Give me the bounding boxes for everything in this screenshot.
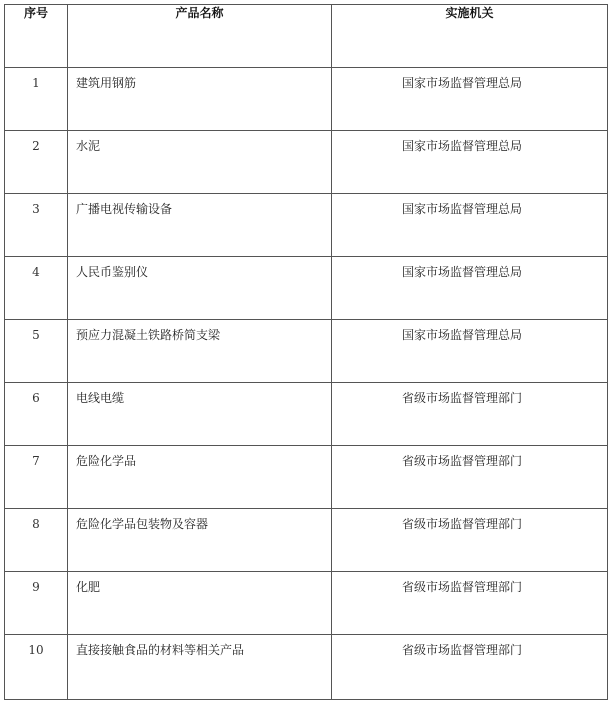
row-product-name: 电线电缆 [68,383,332,446]
row-product-name: 危险化学品包装物及容器 [68,509,332,572]
row-agency: 省级市场监督管理部门 [332,383,608,446]
row-product-name: 建筑用钢筋 [68,68,332,131]
row-index: 4 [5,257,68,320]
table-row [5,320,608,383]
row-product-name: 人民币鉴别仪 [68,257,332,320]
table-row [5,446,608,509]
row-agency: 省级市场监督管理部门 [332,446,608,509]
row-product-name: 危险化学品 [68,446,332,509]
table-row [5,383,608,446]
row-index: 5 [5,320,68,383]
row-product-name: 直接接触食品的材料等相关产品 [68,635,332,700]
row-index: 3 [5,194,68,257]
table-header-row [5,5,608,68]
row-index: 7 [5,446,68,509]
header-product-name: 产品名称 [68,5,332,68]
row-product-name: 广播电视传输设备 [68,194,332,257]
row-product-name: 预应力混凝土铁路桥简支梁 [68,320,332,383]
row-agency: 省级市场监督管理部门 [332,509,608,572]
header-agency: 实施机关 [332,5,608,68]
table-row [5,572,608,635]
table-row [5,68,608,131]
row-product-name: 化肥 [68,572,332,635]
table-row [5,194,608,257]
table-row [5,509,608,572]
row-index: 10 [5,635,68,700]
product-license-table [4,4,608,700]
row-agency: 省级市场监督管理部门 [332,635,608,700]
row-agency: 国家市场监督管理总局 [332,68,608,131]
row-index: 1 [5,68,68,131]
row-agency: 国家市场监督管理总局 [332,194,608,257]
row-index: 9 [5,572,68,635]
row-agency: 国家市场监督管理总局 [332,131,608,194]
header-index: 序号 [5,5,68,68]
row-product-name: 水泥 [68,131,332,194]
row-index: 8 [5,509,68,572]
row-agency: 省级市场监督管理部门 [332,572,608,635]
table-row [5,257,608,320]
row-agency: 国家市场监督管理总局 [332,257,608,320]
row-index: 6 [5,383,68,446]
row-index: 2 [5,131,68,194]
row-agency: 国家市场监督管理总局 [332,320,608,383]
table-row [5,635,608,700]
table-row [5,131,608,194]
